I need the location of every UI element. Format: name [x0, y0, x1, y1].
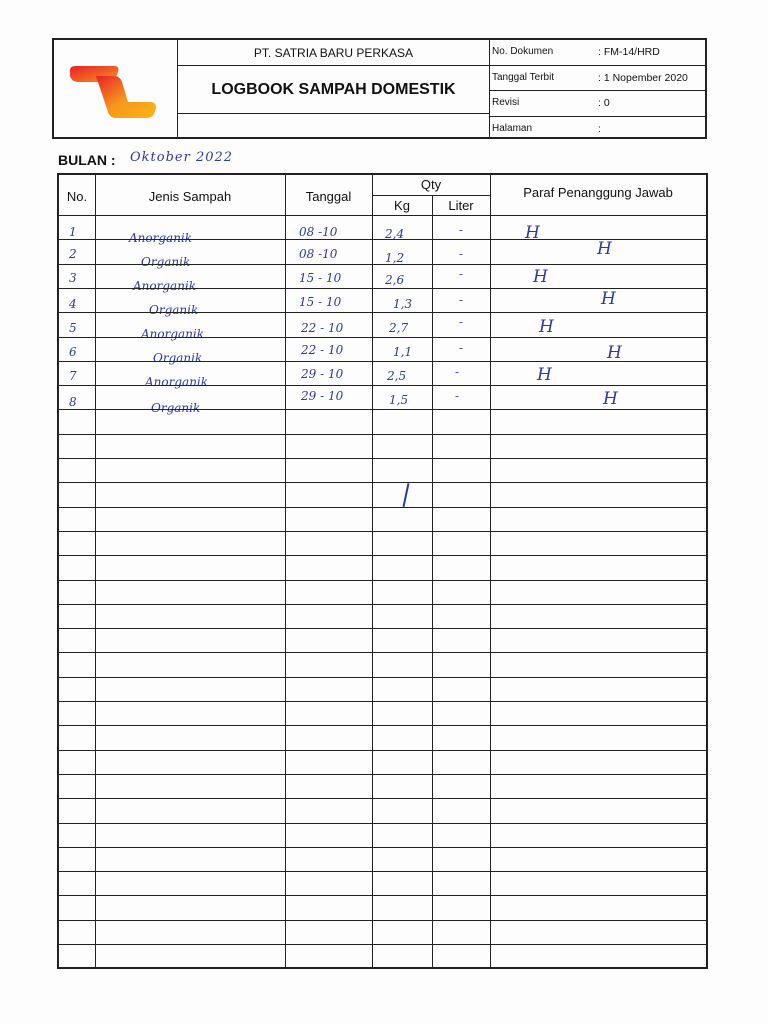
row-no: 8 — [69, 395, 77, 409]
row-kg: 1,5 — [389, 393, 409, 407]
row-no: 4 — [69, 297, 77, 311]
row-line — [59, 628, 706, 629]
meta-value: : FM-14/HRD — [598, 46, 660, 58]
col-divider — [285, 175, 286, 967]
row-line — [59, 312, 706, 313]
signature: H — [537, 365, 552, 385]
qty-divider — [372, 195, 490, 196]
bulan-value: Oktober 2022 — [130, 150, 234, 165]
meta-value: : 0 — [598, 97, 610, 109]
row-line — [59, 798, 706, 799]
row-line — [59, 604, 706, 605]
row-tanggal: 08 -10 — [299, 247, 338, 261]
meta-row-revisi — [490, 91, 705, 117]
row-line — [59, 701, 706, 702]
row-line — [59, 264, 706, 265]
row-line — [59, 458, 706, 459]
col-header-kg: Kg — [394, 198, 410, 213]
signature: H — [525, 223, 540, 243]
row-jenis: Organik — [151, 401, 201, 415]
row-jenis: Organik — [149, 303, 199, 317]
row-line — [59, 920, 706, 921]
row-line — [59, 555, 706, 556]
bulan-label: BULAN : — [58, 152, 116, 168]
row-line — [59, 385, 706, 386]
row-no: 6 — [69, 345, 77, 359]
col-header-liter: Liter — [448, 198, 474, 213]
row-liter: - — [459, 315, 464, 329]
row-line — [59, 337, 706, 338]
row-tanggal: 15 - 10 — [299, 295, 342, 309]
row-line — [59, 652, 706, 653]
row-kg: 1,3 — [393, 297, 413, 311]
row-liter: - — [459, 341, 464, 355]
row-line — [59, 823, 706, 824]
row-tanggal: 22 - 10 — [301, 321, 344, 335]
row-jenis: Anorganik — [141, 327, 205, 341]
document-header — [52, 38, 707, 139]
col-header-jenis: Jenis Sampah — [148, 189, 232, 204]
row-liter: - — [459, 247, 464, 261]
row-line — [59, 361, 706, 362]
row-kg: 2,7 — [389, 321, 409, 335]
logo-cell — [54, 40, 178, 137]
row-tanggal: 29 - 10 — [301, 367, 344, 381]
row-line — [59, 409, 706, 410]
row-line — [59, 434, 706, 435]
row-line — [59, 871, 706, 872]
row-no: 1 — [69, 225, 77, 239]
row-liter: - — [455, 365, 460, 379]
row-tanggal: 29 - 10 — [301, 389, 344, 403]
row-line — [59, 677, 706, 678]
row-line — [59, 215, 706, 216]
meta-label: Revisi — [492, 97, 520, 108]
row-tanggal: 22 - 10 — [301, 343, 344, 357]
col-divider — [432, 195, 433, 967]
row-no: 7 — [69, 369, 77, 383]
meta-row-tanggal-terbit — [490, 66, 705, 92]
row-kg: 2,4 — [385, 227, 405, 241]
row-line — [59, 750, 706, 751]
signature: H — [607, 343, 622, 363]
row-jenis: Anorganik — [129, 231, 193, 245]
row-kg: 2,5 — [387, 369, 407, 383]
col-header-tanggal: Tanggal — [305, 189, 352, 204]
col-divider — [95, 175, 96, 967]
row-line — [59, 288, 706, 289]
row-line — [59, 725, 706, 726]
row-line — [59, 482, 706, 483]
col-header-paraf: Paraf Penanggung Jawab — [523, 185, 673, 200]
col-header-qty: Qty — [420, 177, 442, 192]
document-title: LOGBOOK SAMPAH DOMESTIK — [178, 66, 489, 114]
row-liter: - — [459, 223, 464, 237]
row-line — [59, 580, 706, 581]
row-jenis: Anorganik — [133, 279, 197, 293]
row-kg: 1,2 — [385, 251, 405, 265]
signature: H — [539, 317, 554, 337]
row-line — [59, 847, 706, 848]
signature: H — [601, 289, 616, 309]
row-kg: 2,6 — [385, 273, 405, 287]
meta-label: Tanggal Terbit — [492, 71, 555, 83]
row-line — [59, 895, 706, 896]
col-header-no: No. — [66, 189, 88, 204]
row-jenis: Organik — [153, 351, 203, 365]
row-no: 5 — [69, 321, 77, 335]
company-name: PT. SATRIA BARU PERKASA — [178, 40, 489, 66]
row-no: 2 — [69, 247, 77, 261]
row-jenis: Anorganik — [145, 375, 209, 389]
row-liter: - — [459, 267, 464, 281]
document-meta — [489, 40, 705, 137]
meta-value: : — [598, 122, 601, 135]
row-tanggal: 15 - 10 — [299, 271, 342, 285]
pen-mark — [403, 483, 409, 507]
meta-label: Halaman — [492, 122, 533, 134]
row-no: 3 — [69, 271, 77, 285]
signature: H — [533, 267, 548, 287]
meta-value: : 1 Nopember 2020 — [598, 71, 688, 84]
row-liter: - — [455, 389, 460, 403]
row-jenis: Organik — [141, 255, 191, 269]
row-line — [59, 944, 706, 945]
row-line — [59, 774, 706, 775]
meta-label: No. Dokumen — [492, 46, 554, 57]
col-divider — [490, 175, 491, 967]
col-divider — [372, 175, 373, 967]
meta-row-no-dokumen — [490, 40, 705, 66]
row-tanggal: 08 -10 — [299, 225, 338, 239]
signature: H — [597, 239, 612, 259]
meta-row-halaman — [490, 117, 705, 142]
signature: H — [603, 389, 618, 409]
row-liter: - — [459, 293, 464, 307]
row-line — [59, 531, 706, 532]
row-line — [59, 507, 706, 508]
logbook-table — [57, 173, 708, 969]
row-kg: 1,1 — [393, 345, 413, 359]
row-line — [59, 239, 706, 240]
company-logo — [66, 62, 158, 120]
